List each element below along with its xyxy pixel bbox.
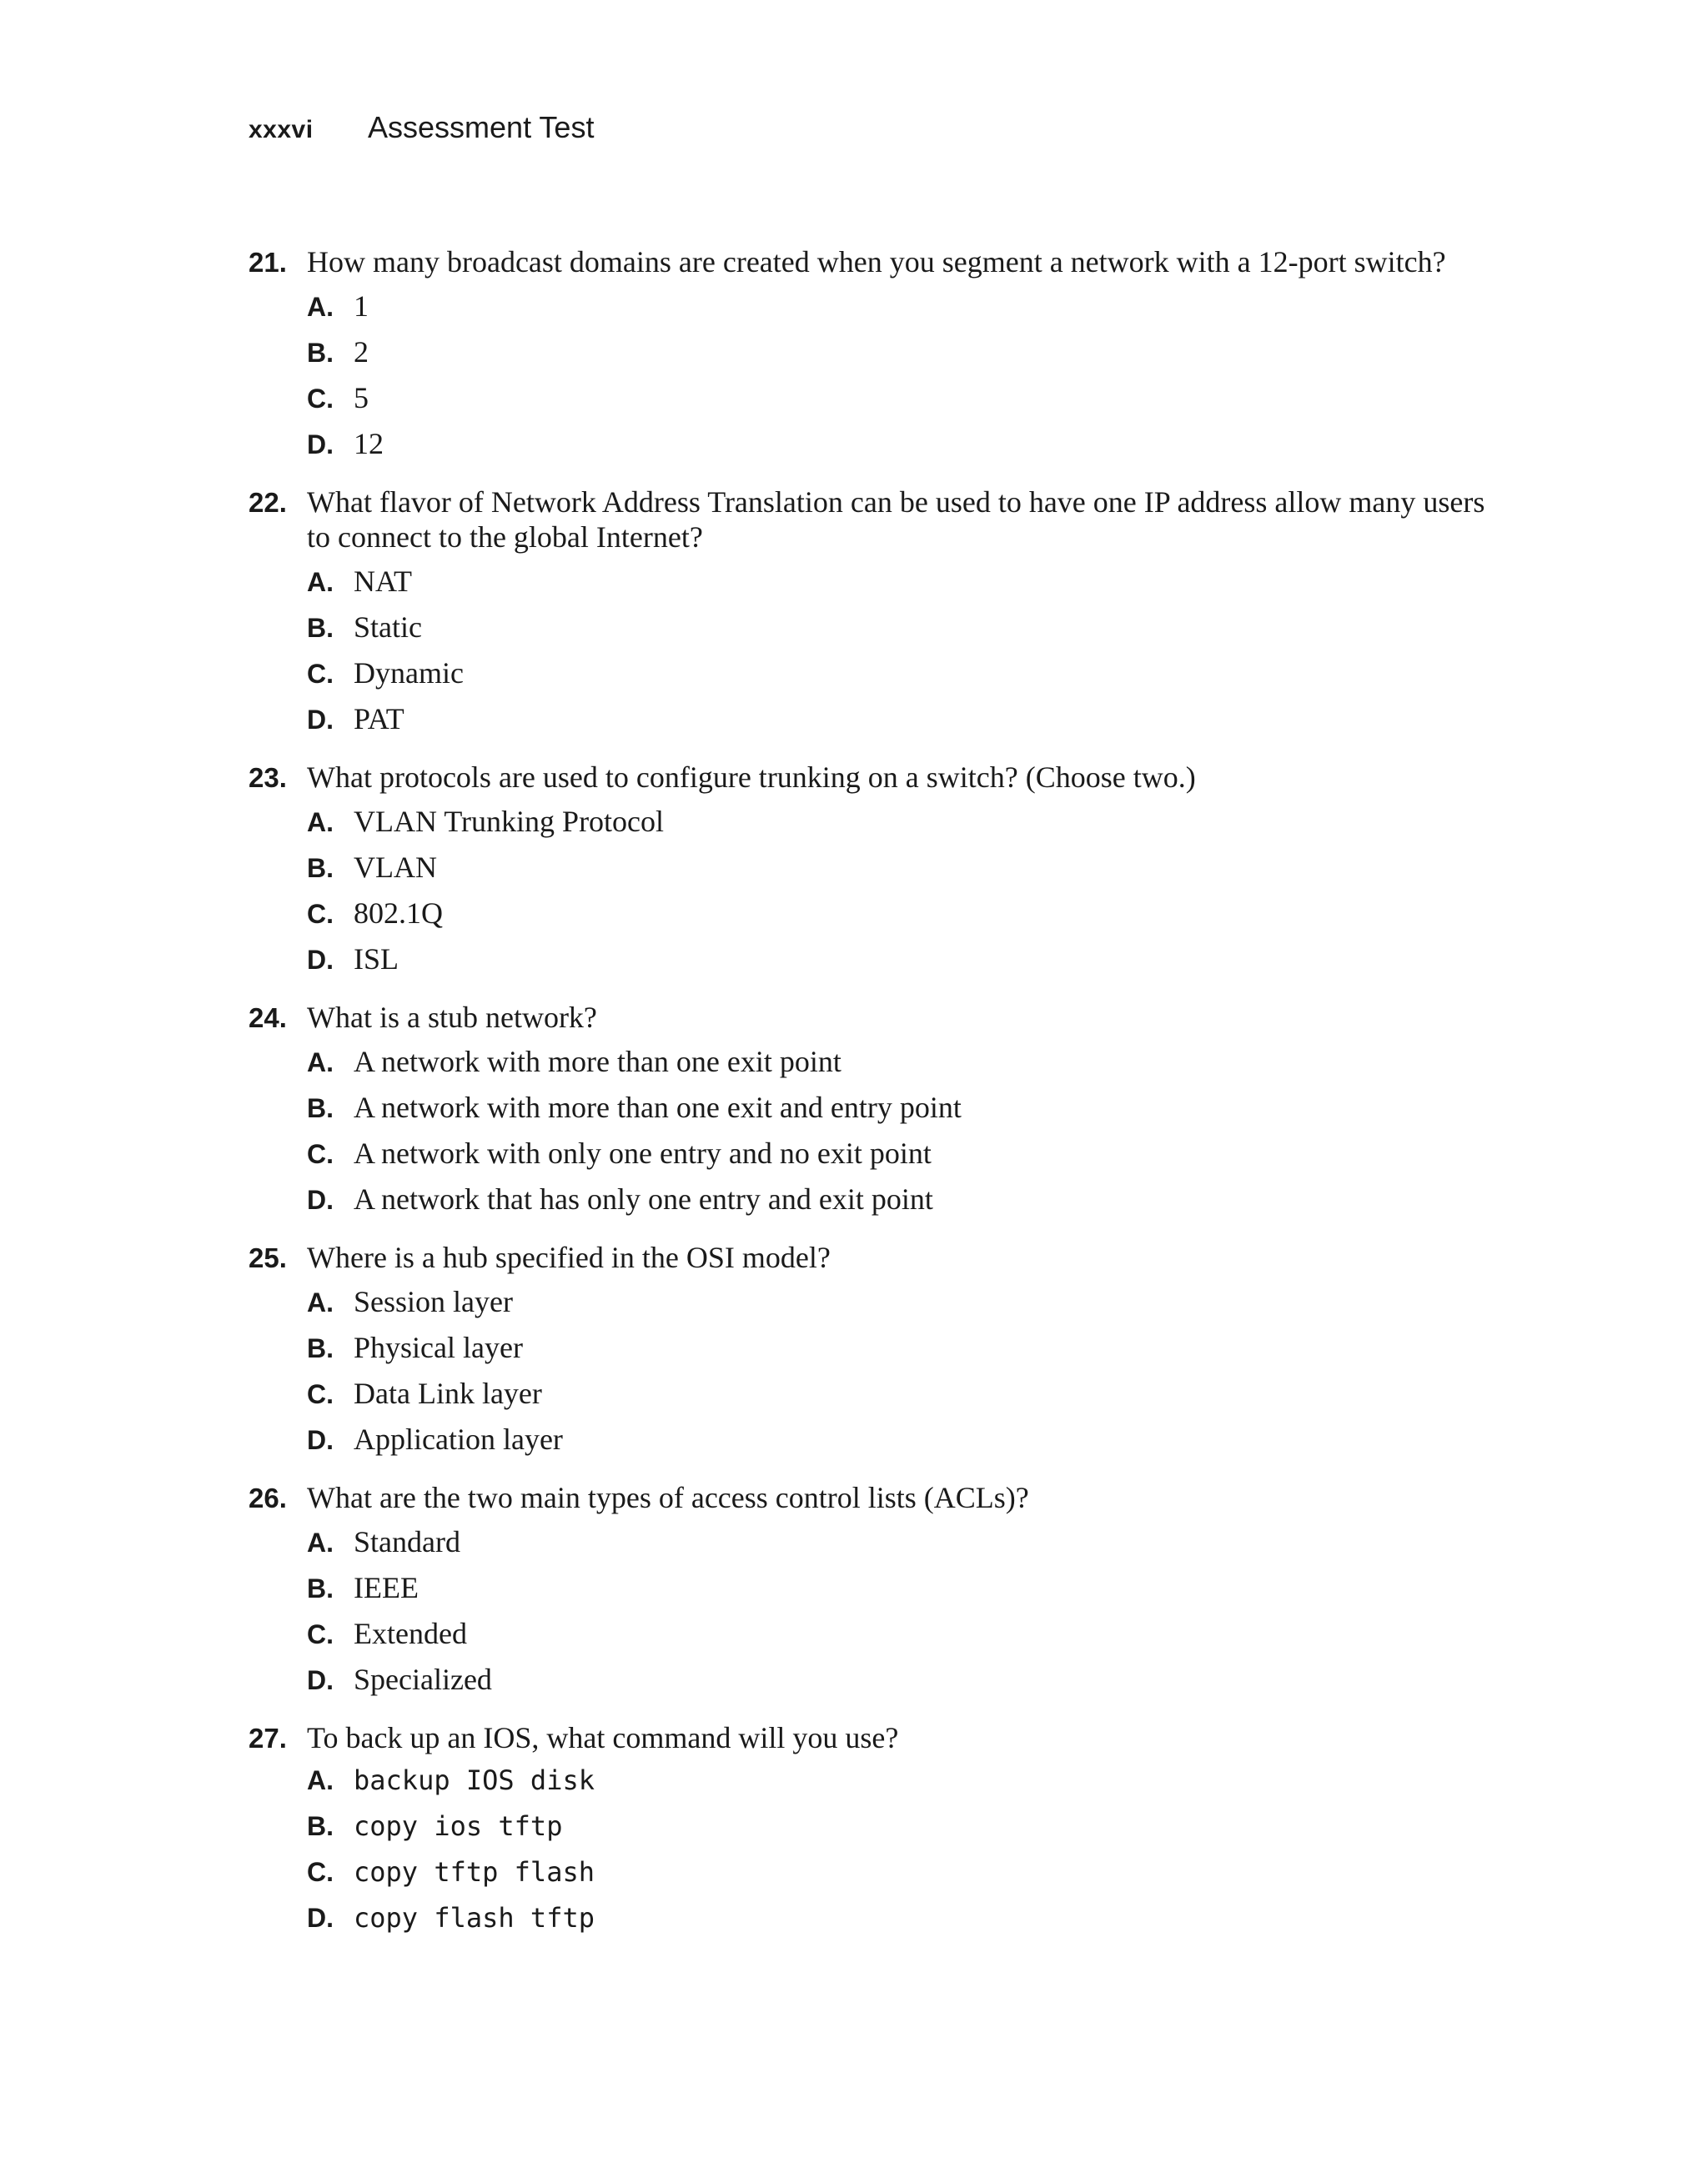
- option-letter: A.: [307, 1047, 334, 1077]
- answer-option: [307, 380, 1500, 426]
- answer-options: [307, 1524, 1500, 1708]
- option-text: 2: [354, 335, 369, 369]
- option-letter: C.: [307, 1619, 334, 1649]
- option-text: Physical layer: [354, 1331, 523, 1364]
- answer-option: [307, 1044, 1500, 1090]
- answer-option: [307, 1856, 1500, 1902]
- answer-option: [307, 1570, 1500, 1616]
- option-letter: A.: [307, 807, 334, 837]
- option-letter: C.: [307, 1379, 334, 1409]
- option-letter: D.: [307, 1185, 334, 1215]
- option-letter: A.: [307, 1528, 334, 1558]
- answer-option: [307, 1090, 1500, 1136]
- question-text: What are the two main types of access control lists (ACLs)?: [307, 1481, 1029, 1514]
- answer-option: [307, 1330, 1500, 1376]
- option-letter: B.: [307, 853, 334, 883]
- option-text: NAT: [354, 565, 412, 598]
- question-text: What protocols are used to configure trunking on a switch? (Choose two.): [307, 760, 1196, 794]
- answer-options: [307, 1044, 1500, 1227]
- answer-option: [307, 896, 1500, 941]
- question-27: [249, 1720, 1500, 1948]
- option-letter: D.: [307, 429, 334, 459]
- question-24: [249, 1000, 1500, 1227]
- answer-option: [307, 289, 1500, 334]
- option-letter: C.: [307, 384, 334, 414]
- question-text: Where is a hub specified in the OSI model?: [307, 1241, 831, 1274]
- option-letter: A.: [307, 567, 334, 597]
- answer-option: [307, 1616, 1500, 1662]
- option-code-text: backup IOS disk: [354, 1764, 595, 1796]
- option-text: Application layer: [354, 1423, 563, 1456]
- option-text: A network with more than one exit and entry point: [354, 1091, 962, 1124]
- option-letter: A.: [307, 292, 334, 322]
- answer-option: [307, 426, 1500, 472]
- option-letter: B.: [307, 1573, 334, 1603]
- option-letter: A.: [307, 1287, 334, 1317]
- option-letter: C.: [307, 899, 334, 929]
- answer-option: [307, 1182, 1500, 1227]
- question-number: 21.: [249, 247, 287, 278]
- answer-options: [307, 564, 1500, 747]
- page-number: xxxvi: [249, 116, 314, 143]
- option-text: Extended: [354, 1617, 467, 1650]
- option-text: A network with more than one exit point: [354, 1045, 841, 1078]
- answer-option: [307, 1902, 1500, 1948]
- question-text: To back up an IOS, what command will you use?: [307, 1721, 899, 1754]
- question-number: 27.: [249, 1723, 287, 1754]
- answer-option: [307, 1376, 1500, 1422]
- question-text: How many broadcast domains are created when you segment a network with a 12-port switch?: [307, 245, 1446, 279]
- option-text: A network with only one entry and no exit point: [354, 1137, 932, 1170]
- answer-option: [307, 1524, 1500, 1570]
- answer-options: [307, 289, 1500, 472]
- option-letter: B.: [307, 1093, 334, 1123]
- answer-option: [307, 804, 1500, 850]
- option-text: 12: [354, 427, 384, 460]
- option-text: Dynamic: [354, 656, 464, 690]
- option-text: VLAN: [354, 851, 437, 884]
- answer-option: [307, 1764, 1500, 1810]
- question-21: [249, 244, 1500, 472]
- question-23: [249, 760, 1500, 987]
- answer-option: [307, 610, 1500, 655]
- option-text: PAT: [354, 702, 404, 735]
- answer-options: [307, 1284, 1500, 1468]
- option-letter: D.: [307, 1903, 334, 1933]
- question-22: [249, 484, 1500, 747]
- option-text: VLAN Trunking Protocol: [354, 805, 665, 838]
- option-text: IEEE: [354, 1571, 419, 1604]
- option-letter: D.: [307, 1425, 334, 1455]
- option-letter: A.: [307, 1765, 334, 1795]
- question-text: What flavor of Network Address Translation can be used to have one IP address allow many users to connect to the global Internet?: [307, 485, 1485, 554]
- question-number: 25.: [249, 1242, 287, 1273]
- question-list: [249, 244, 1500, 1960]
- option-text: 802.1Q: [354, 896, 443, 930]
- answer-option: [307, 1422, 1500, 1468]
- answer-option: [307, 655, 1500, 701]
- option-text: Specialized: [354, 1663, 492, 1696]
- option-letter: D.: [307, 705, 334, 735]
- answer-option: [307, 1662, 1500, 1708]
- option-text: Static: [354, 610, 422, 644]
- option-letter: B.: [307, 1333, 334, 1363]
- option-letter: C.: [307, 1857, 334, 1887]
- option-text: 5: [354, 381, 369, 414]
- question-number: 22.: [249, 487, 287, 518]
- option-text: Data Link layer: [354, 1377, 542, 1410]
- question-number: 26.: [249, 1483, 287, 1513]
- answer-option: [307, 941, 1500, 987]
- option-text: Session layer: [354, 1285, 513, 1318]
- question-26: [249, 1480, 1500, 1708]
- option-text: A network that has only one entry and exit point: [354, 1182, 933, 1216]
- answer-option: [307, 1810, 1500, 1856]
- answer-options: [307, 804, 1500, 987]
- option-letter: B.: [307, 613, 334, 643]
- answer-option: [307, 701, 1500, 747]
- question-text: What is a stub network?: [307, 1001, 597, 1034]
- option-letter: B.: [307, 338, 334, 368]
- option-text: Standard: [354, 1525, 460, 1558]
- option-code-text: copy flash tftp: [354, 1902, 595, 1934]
- question-25: [249, 1240, 1500, 1468]
- running-head: Assessment Test: [368, 110, 595, 144]
- option-letter: C.: [307, 1139, 334, 1169]
- answer-option: [307, 564, 1500, 610]
- answer-option: [307, 334, 1500, 380]
- option-text: ISL: [354, 942, 399, 976]
- option-code-text: copy tftp flash: [354, 1856, 595, 1888]
- option-text: 1: [354, 289, 369, 323]
- answer-options: [307, 1764, 1500, 1948]
- question-number: 24.: [249, 1002, 287, 1033]
- answer-option: [307, 850, 1500, 896]
- option-code-text: copy ios tftp: [354, 1810, 563, 1842]
- option-letter: B.: [307, 1811, 334, 1841]
- option-letter: D.: [307, 1665, 334, 1695]
- option-letter: D.: [307, 945, 334, 975]
- question-number: 23.: [249, 762, 287, 793]
- answer-option: [307, 1136, 1500, 1182]
- answer-option: [307, 1284, 1500, 1330]
- option-letter: C.: [307, 659, 334, 689]
- page-header: [249, 110, 594, 152]
